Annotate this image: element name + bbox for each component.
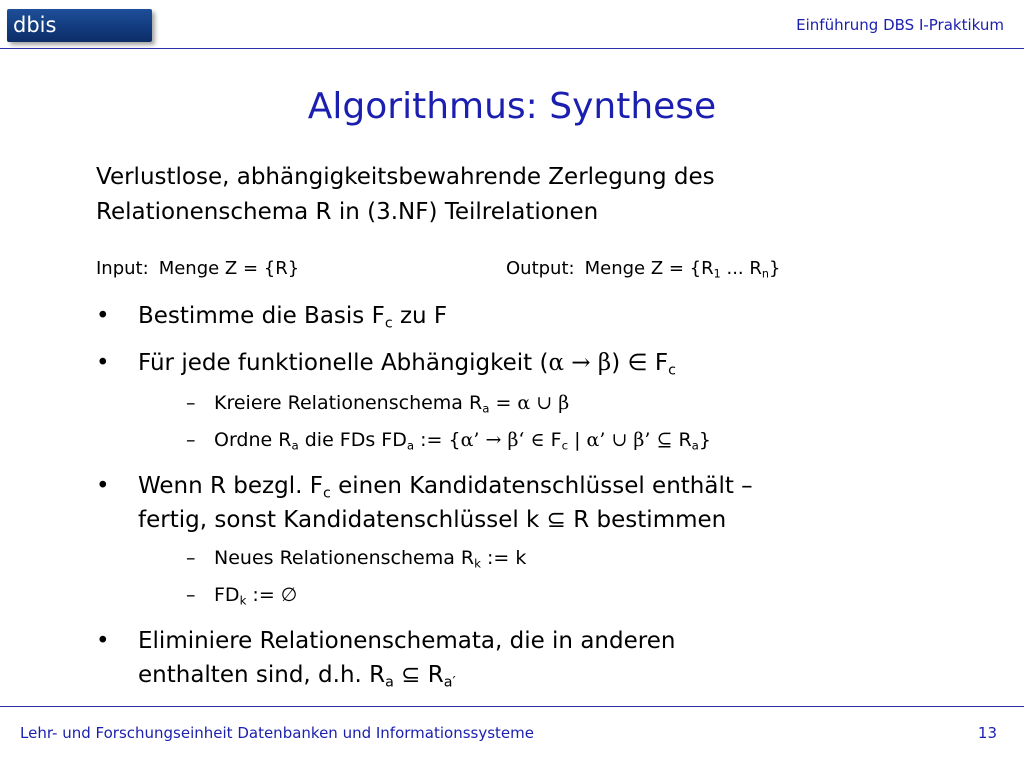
output-label: Output: <box>506 258 575 279</box>
intro-line-1: Verlustlose, abhängigkeitsbewahrende Zerlegung des <box>96 164 715 190</box>
b3-tail: einen Kandidatenschlüssel enthält – <box>330 473 753 499</box>
b2s2-mid2: | <box>568 429 587 451</box>
bullet-2-math: α → β <box>548 350 612 376</box>
bullet-marker: • <box>96 350 110 376</box>
intro-line-2: Relationenschema R in (3.NF) Teilrelationen <box>96 199 599 225</box>
input-label: Input: <box>96 258 149 279</box>
b4-mid: ⊆ R <box>393 662 444 688</box>
b4-sub-2: a′ <box>443 674 456 691</box>
bullet-2-text <box>138 346 676 380</box>
logo-text: dbis <box>13 13 57 37</box>
b2s2-sub-4: a <box>691 438 699 453</box>
b2s2-f: F <box>550 429 562 451</box>
b2s1-tail: = <box>489 392 518 414</box>
b2s2-math: α’ → β‘ ∈ <box>460 429 551 451</box>
b2s2-sub-1: a <box>291 438 299 453</box>
b3s2-tail: := ∅ <box>246 584 298 606</box>
dash-marker: – <box>186 429 196 451</box>
b2s2-r: R <box>678 429 692 451</box>
bullet-1-main: Bestimme die Basis F <box>138 303 385 329</box>
dash-marker: – <box>186 392 196 414</box>
b2s2-sub-3: c <box>561 438 569 453</box>
footer-divider <box>0 706 1024 707</box>
b2s2-tail: := { <box>414 429 461 451</box>
bullet-3-line-1 <box>138 469 753 503</box>
bullet-2-sub: c <box>668 362 676 379</box>
bullet-4-line-1: Eliminiere Relationenschemata, die in anderen <box>138 628 676 654</box>
output-spec <box>506 256 780 282</box>
output-sub-n: n <box>761 267 769 281</box>
footer-institution: Lehr- und Forschungseinheit Datenbanken und Informationssysteme <box>20 724 534 742</box>
b3-sub: c <box>322 485 331 502</box>
header-divider <box>0 48 1024 49</box>
bullet-3-line-2: fertig, sonst Kandidatenschlüssel k ⊆ R bestimmen <box>138 507 727 533</box>
b2s2-end: } <box>698 429 711 451</box>
bullet-marker: • <box>96 628 110 654</box>
b3s1-tail: := k <box>480 547 527 569</box>
bullet-1-text <box>138 299 447 333</box>
page-number: 13 <box>977 724 997 742</box>
b3s1-sub: k <box>474 556 481 571</box>
bullet-marker: • <box>96 303 110 329</box>
slide-title: Algorithmus: Synthese <box>307 86 717 127</box>
intro-text <box>96 160 976 230</box>
bullet-2-close: ) ∈ F <box>611 350 669 376</box>
input-value: Menge Z = {R} <box>158 258 300 279</box>
bullet-marker: • <box>96 473 110 499</box>
bullet-3-sub-2-text <box>214 581 297 609</box>
output-mid: ... R <box>720 258 762 279</box>
b2s2-math-2: α’ ∪ β’ ⊆ <box>586 429 679 451</box>
b4-main: enthalten sind, d.h. R <box>138 662 386 688</box>
dash-marker: – <box>186 584 196 606</box>
output-value-prefix: Menge Z = {R <box>584 258 714 279</box>
bullet-2-main: Für jede funktionelle Abhängigkeit ( <box>138 350 549 376</box>
b3s2-main: FD <box>214 584 240 606</box>
output-sub-1: 1 <box>713 267 721 281</box>
dbis-logo <box>7 9 152 42</box>
b3s1-main: Neues Relationenschema R <box>214 547 475 569</box>
bullet-4-line-2 <box>138 658 456 692</box>
course-title: Einführung DBS I-Praktikum <box>796 16 1004 34</box>
b2s1-main: Kreiere Relationenschema R <box>214 392 483 414</box>
b2s2-mid: die FDs FD <box>298 429 407 451</box>
b3-main: Wenn R bezgl. F <box>138 473 323 499</box>
bullet-1-tail: zu F <box>392 303 448 329</box>
b2s2-sub-2: a <box>406 438 415 453</box>
bullet-1-sub: c <box>384 315 393 332</box>
b2s1-sub: a <box>482 401 490 416</box>
b3s2-sub: k <box>239 593 247 608</box>
b2s1-math: α ∪ β <box>517 392 570 414</box>
output-suffix: } <box>768 258 781 279</box>
b4-sub-1: a <box>385 674 394 691</box>
input-spec <box>96 256 299 282</box>
bullet-3-sub-1-text <box>214 544 526 572</box>
dash-marker: – <box>186 547 196 569</box>
b2s2-main: Ordne R <box>214 429 292 451</box>
bullet-2-sub-2-text <box>214 426 711 454</box>
bullet-2-sub-1-text <box>214 389 569 417</box>
